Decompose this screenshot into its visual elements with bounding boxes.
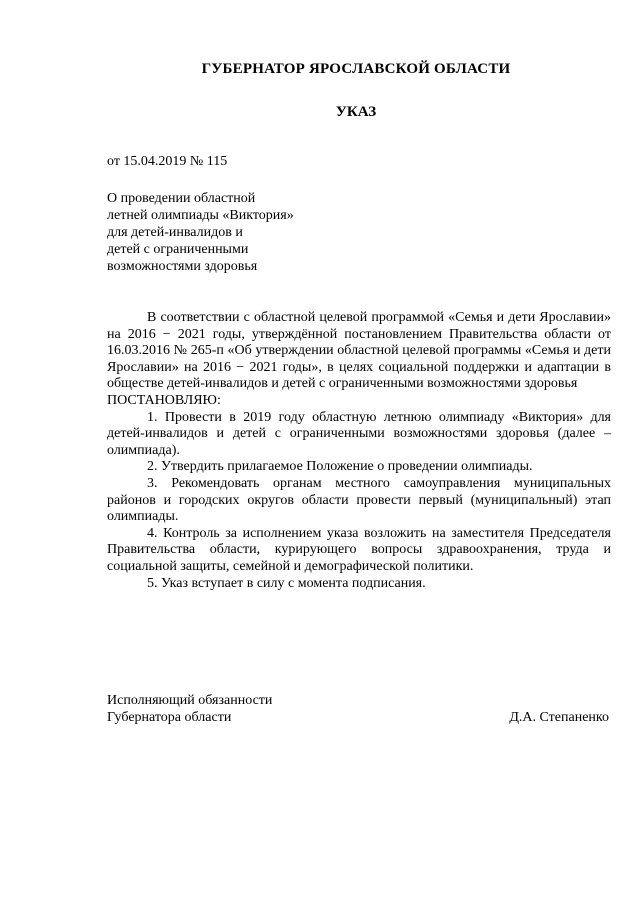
subject-line: возможностями здоровья (107, 259, 258, 274)
document-body (107, 310, 611, 592)
signatory-name: Д.А. Степаненко (509, 710, 609, 725)
preamble: В соответствии с областной целевой программой «Семья и дети Ярославии» на 2016 − 2021 годы, утверждённой постановлением Правительства области от 16.03.2016 № 265-п «Об утверждении областной целевой программы «Семья и дети Ярославии» на 2016 − 2021 годы», в целях социальной поддержки и адаптации в обществе детей-инвалидов и детей с ограниченными возможностями здоровья (107, 310, 611, 392)
decree-item: 4. Контроль за исполнением указа возложить на заместителя Председателя Правительства области, курирующего вопросы здравоохранения, труда и социальной защиты, семейной и демографической политики. (107, 525, 611, 574)
decree-item: 3. Рекомендовать органам местного самоуправления муниципальных районов и городских округов области провести первый (муниципальный) этап олимпиады. (107, 475, 611, 525)
position-line: Губернатора области (107, 710, 232, 725)
document-subject (107, 190, 294, 275)
subject-line: О проведении областной (107, 191, 256, 206)
issuing-authority: ГУБЕРНАТОР ЯРОСЛАВСКОЙ ОБЛАСТИ (201, 61, 511, 77)
subject-line: детей с ограниченными (107, 242, 249, 257)
subject-line: летней олимпиады «Виктория» (107, 208, 294, 223)
position-line: Исполняющий обязанности (107, 693, 273, 708)
date-and-number: от 15.04.2019 № 115 (107, 154, 228, 169)
signatory-position (107, 692, 272, 726)
document-type: УКАЗ (335, 104, 377, 120)
decree-word: ПОСТАНОВЛЯЮ: (107, 392, 221, 408)
decree-item: 1. Провести в 2019 году областную летнюю олимпиаду «Виктория» для детей-инвалидов и детей с ограниченными возможностями здоровья (далее – олимпиада). (107, 409, 611, 458)
decree-item: 5. Указ вступает в силу с момента подписания. (147, 575, 426, 591)
decree-item: 2. Утвердить прилагаемое Положение о проведении олимпиады. (147, 459, 533, 475)
subject-line: для детей-инвалидов и (107, 225, 243, 240)
